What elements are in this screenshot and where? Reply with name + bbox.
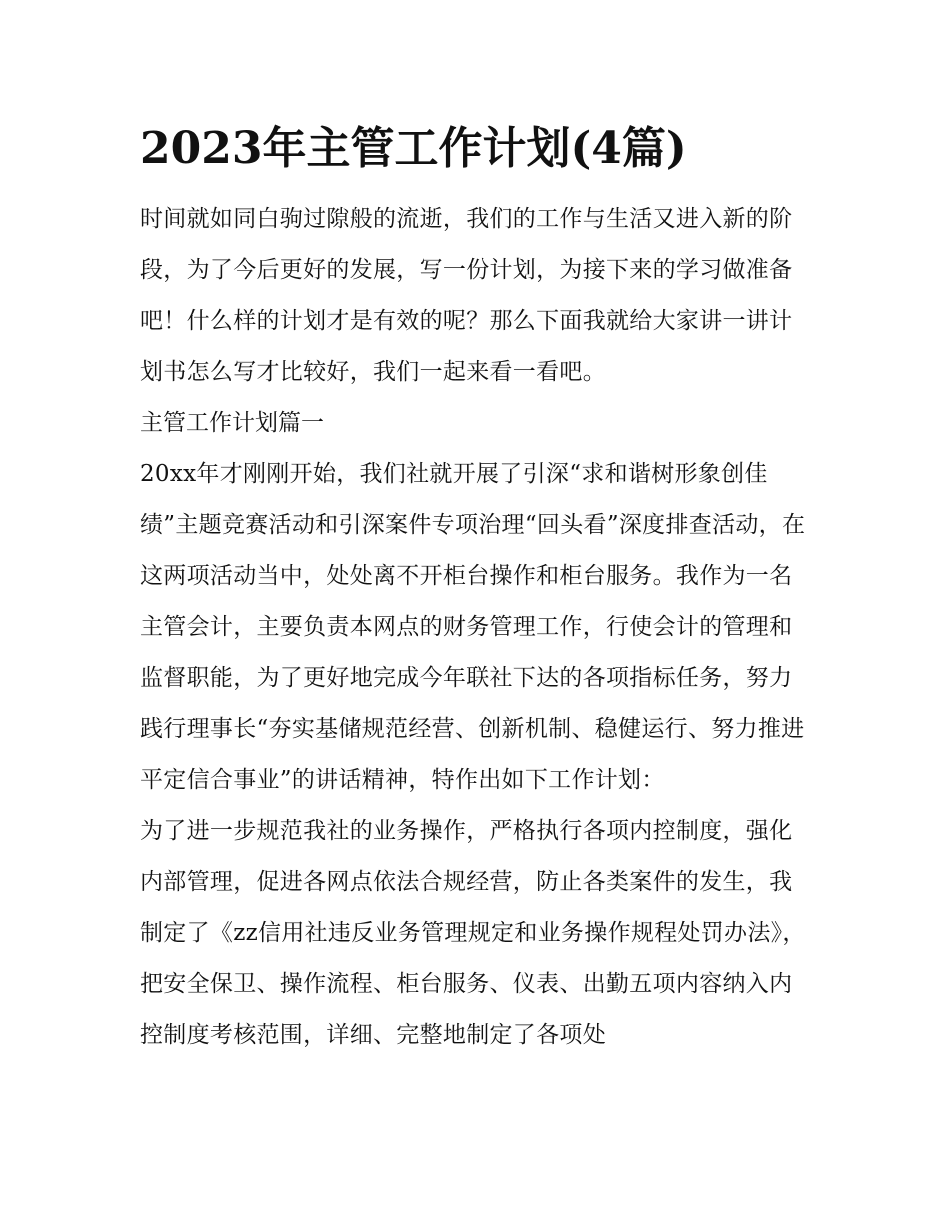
intro-paragraph: 时间就如同白驹过隙般的流逝，我们的工作与生活又进入新的阶段，为了今后更好的发展，写一份计划，为接下来的学习做准备吧！什么样的计划才是有效的呢？那么下面我就给大家讲一讲计划书怎么写才比较好，我们一起来看一看吧。 xyxy=(140,206,793,385)
section-heading: 主管工作计划篇一 xyxy=(140,410,324,436)
body-paragraph-2: 为了进一步规范我社的业务操作，严格执行各项内控制度，强化内部管理，促进各网点依法合规经营，防止各类案件的发生，我制定了《zz信用社违反业务管理规定和业务操作规程处罚办法》，把安全保卫、操作流程、柜台服务、仪表、出勤五项内容纳入内控制度考核范围，详细、完整地制定了各项处 xyxy=(140,818,806,1048)
document-title: 2023年主管工作计划(4篇) xyxy=(140,123,687,174)
document-content xyxy=(140,118,815,1061)
body-paragraph-1: 20xx年才刚刚开始，我们社就开展了引深“求和谐树形象创佳绩”主题竞赛活动和引深案件专项治理“回头看”深度排查活动，在这两项活动当中，处处离不开柜台操作和柜台服务。我作为一名主管会计，主要负责本网点的财务管理工作，行使会计的管理和监督职能，为了更好地完成今年联社下达的各项指标任务，努力践行理事长“夯实基储规范经营、创新机制、稳健运行、努力推进平定信合事业”的讲话精神，特作出如下工作计划： xyxy=(140,461,806,793)
